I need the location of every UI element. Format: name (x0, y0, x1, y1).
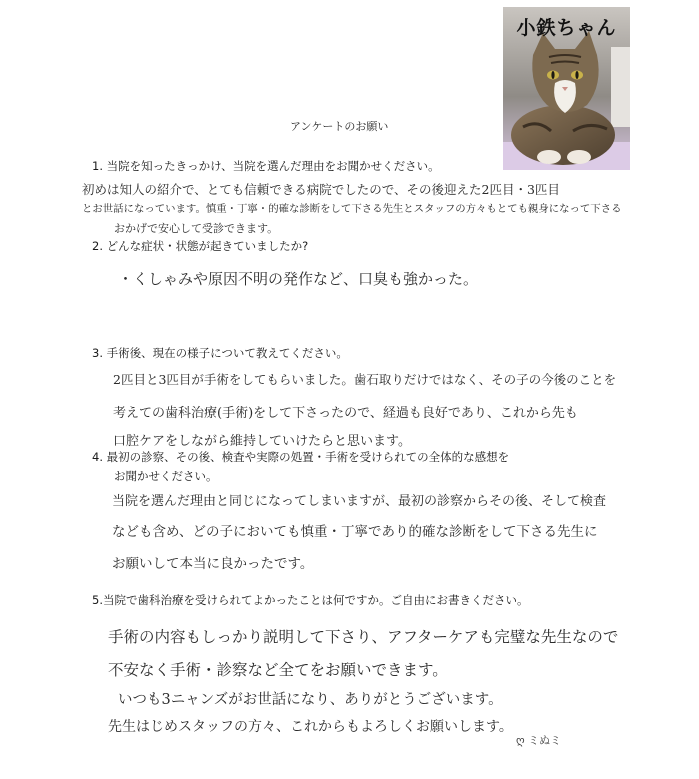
cat-photo (503, 7, 630, 170)
answer-1-line-3: おかげで安心して受診できます。 (114, 222, 279, 235)
question-4-label-cont: お聞かせください。 (114, 469, 218, 483)
answer-1-line-1: 初めは知人の紹介で、とても信頼できる病院でしたので、その後迎えた2匹目・3匹目 (82, 182, 560, 197)
cat-name-caption: 小鉄ちゃん (516, 17, 617, 39)
answer-3-line-1: 2匹目と3匹目が手術をしてもらいました。歯石取りだけではなく、その子の今後のことを (113, 372, 617, 387)
question-4-label: 4. 最初の診察、その後、検査や実際の処置・手術を受けられての全体的な感想を (92, 450, 510, 464)
answer-5-line-1: 手術の内容もしっかり説明して下さり、アフターケアも完璧な先生なので (108, 628, 619, 646)
answer-4-line-1: 当院を選んだ理由と同じになってしまいますが、最初の診察からその後、そして検査 (112, 494, 607, 509)
question-3-label: 3. 手術後、現在の様子について教えてください。 (92, 346, 348, 360)
signature-doodle: ღ ミぬミ (516, 734, 562, 747)
question-2-label: 2. どんな症状・状態が起きていましたか? (92, 239, 309, 253)
answer-5-line-4: 先生はじめスタッフの方々、これからもよろしくお願いします。 (108, 719, 513, 735)
form-title: アンケートのお願い (290, 120, 389, 133)
answer-4-line-2: なども含め、どの子においても慎重・丁寧であり的確な診断をして下さる先生に (112, 524, 598, 540)
question-1-label: 1. 当院を知ったきっかけ、当院を選んだ理由をお聞かせください。 (92, 159, 440, 173)
question-5-label: 5.当院で歯科治療を受けられてよかったことは何ですか。ご自由にお書きください。 (92, 593, 529, 607)
answer-3-line-2: 考えての歯科治療(手術)をして下さったので、経過も良好であり、これから先も (113, 406, 578, 421)
answer-2-line-1: ・くしゃみや原因不明の発作など、口臭も強かった。 (118, 270, 479, 288)
answer-1-line-2: とお世話になっています。慎重・丁寧・的確な診断をして下さる先生とスタッフの方々もとても親身になって下さる (82, 203, 622, 215)
answer-5-line-3: いつも3ニャンズがお世話になり、ありがとうございます。 (118, 692, 503, 708)
answer-5-line-2: 不安なく手術・診察など全てをお願いできます。 (108, 661, 448, 679)
answer-3-line-3: 口腔ケアをしながら維持していけたらと思います。 (113, 434, 411, 449)
answer-4-line-3: お願いして本当に良かったです。 (112, 556, 314, 572)
